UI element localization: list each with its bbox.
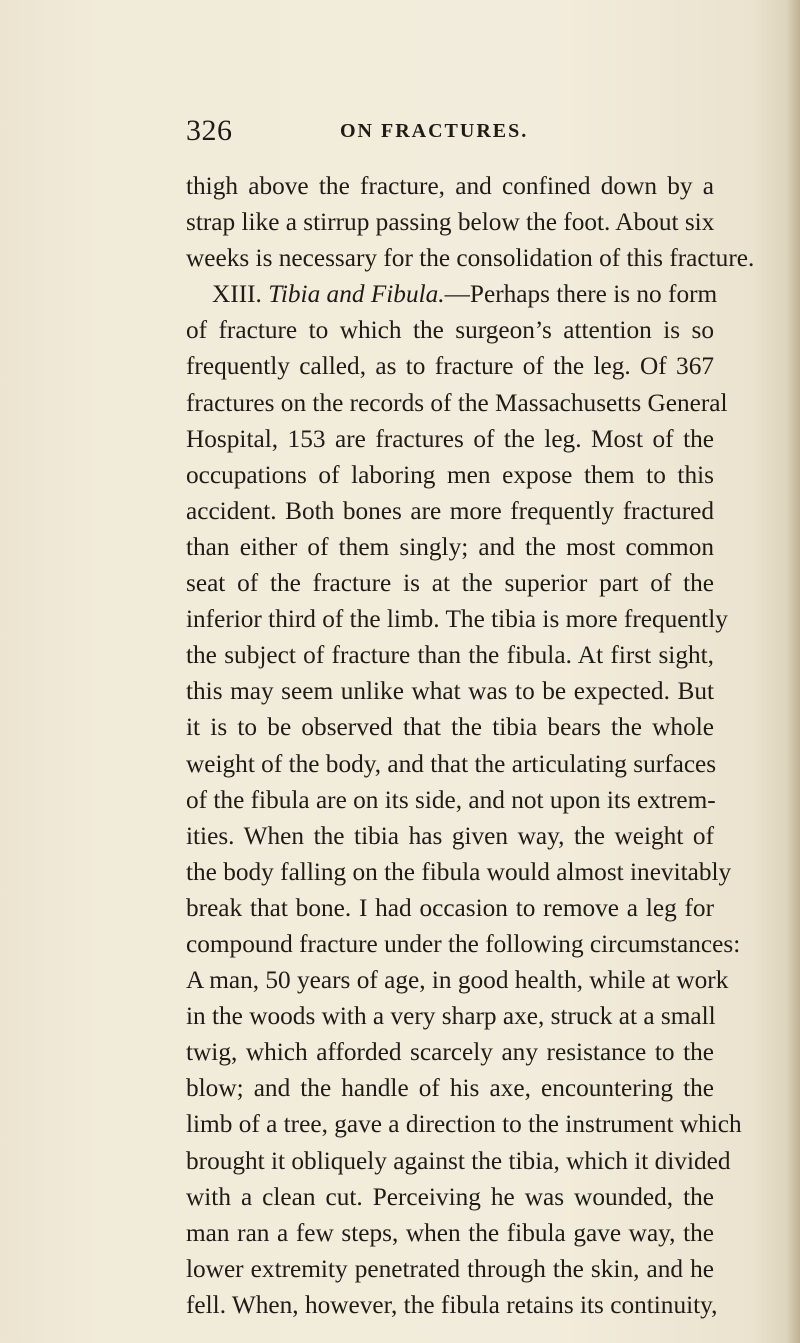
text-line: —Perhaps there is no form [444, 280, 718, 309]
section-title: Tibia and Fibula. [268, 280, 445, 309]
text-line: than either of them singly; and the most common [186, 532, 714, 561]
text-line: fell. When, however, the fibula retains its continuity, [186, 1290, 718, 1319]
header-title: ON FRACTURES. [340, 120, 529, 142]
section-heading-line [186, 276, 718, 312]
text-line: this may seem unlike what was to be expected. But [186, 677, 714, 706]
text-line: the subject of fracture than the fibula. At first sight, [186, 641, 714, 670]
page-edge-shadow [786, 0, 800, 1343]
text-line: thigh above the fracture, and confined down by a [186, 172, 714, 200]
text-line: break that bone. I had occasion to remove a leg for [186, 893, 714, 922]
text-line: inferior third of the limb. The tibia is more frequently [186, 605, 728, 634]
text-line: it is to be observed that the tibia bears the whole [186, 713, 714, 742]
text-line: twig, which afforded scarcely any resistance to the [186, 1038, 714, 1067]
text-line: limb of a tree, gave a direction to the instrument which [186, 1110, 742, 1139]
text-line: with a clean cut. Perceiving he was wounded, the [186, 1182, 714, 1211]
text-line: fractures on the records of the Massachusetts General [186, 388, 728, 417]
text-line: of fracture to which the surgeon’s attention is so [186, 316, 714, 345]
section-number: XIII. [212, 280, 262, 309]
text-line: strap like a stirrup passing below the foot. About six [186, 208, 715, 237]
text-line: Hospital, 153 are fractures of the leg. Most of the [186, 424, 714, 453]
text-line: A man, 50 years of age, in good health, while at work [186, 966, 729, 995]
page-number: 326 [186, 114, 233, 147]
text-line: frequently called, as to fracture of the leg. Of 367 [186, 352, 714, 381]
text-line: man ran a few steps, when the fibula gave way, the [186, 1218, 714, 1247]
text-line: in the woods with a very sharp axe, struck at a small [186, 1002, 716, 1031]
body-text [186, 168, 755, 1323]
text-line: lower extremity penetrated through the skin, and he [186, 1254, 714, 1283]
text-line: occupations of laboring men expose them to this [186, 460, 714, 489]
text-line: compound fracture under the following circumstances: [186, 929, 741, 958]
text-line: weight of the body, and that the articulating surfaces [186, 749, 717, 778]
text-line: ities. When the tibia has given way, the weight of [186, 821, 714, 850]
text-line: weeks is necessary for the consolidation of this fracture. [186, 244, 755, 273]
text-line: brought it obliquely against the tibia, which it divided [186, 1146, 731, 1175]
text-line: blow; and the handle of his axe, encountering the [186, 1074, 714, 1103]
running-head [0, 114, 800, 148]
text-line: accident. Both bones are more frequently fractured [186, 496, 714, 525]
text-line: the body falling on the fibula would almost inevitably [186, 857, 732, 886]
text-line: seat of the fracture is at the superior part of the [186, 569, 714, 598]
text-line: of the fibula are on its side, and not upon its extrem- [186, 785, 716, 814]
